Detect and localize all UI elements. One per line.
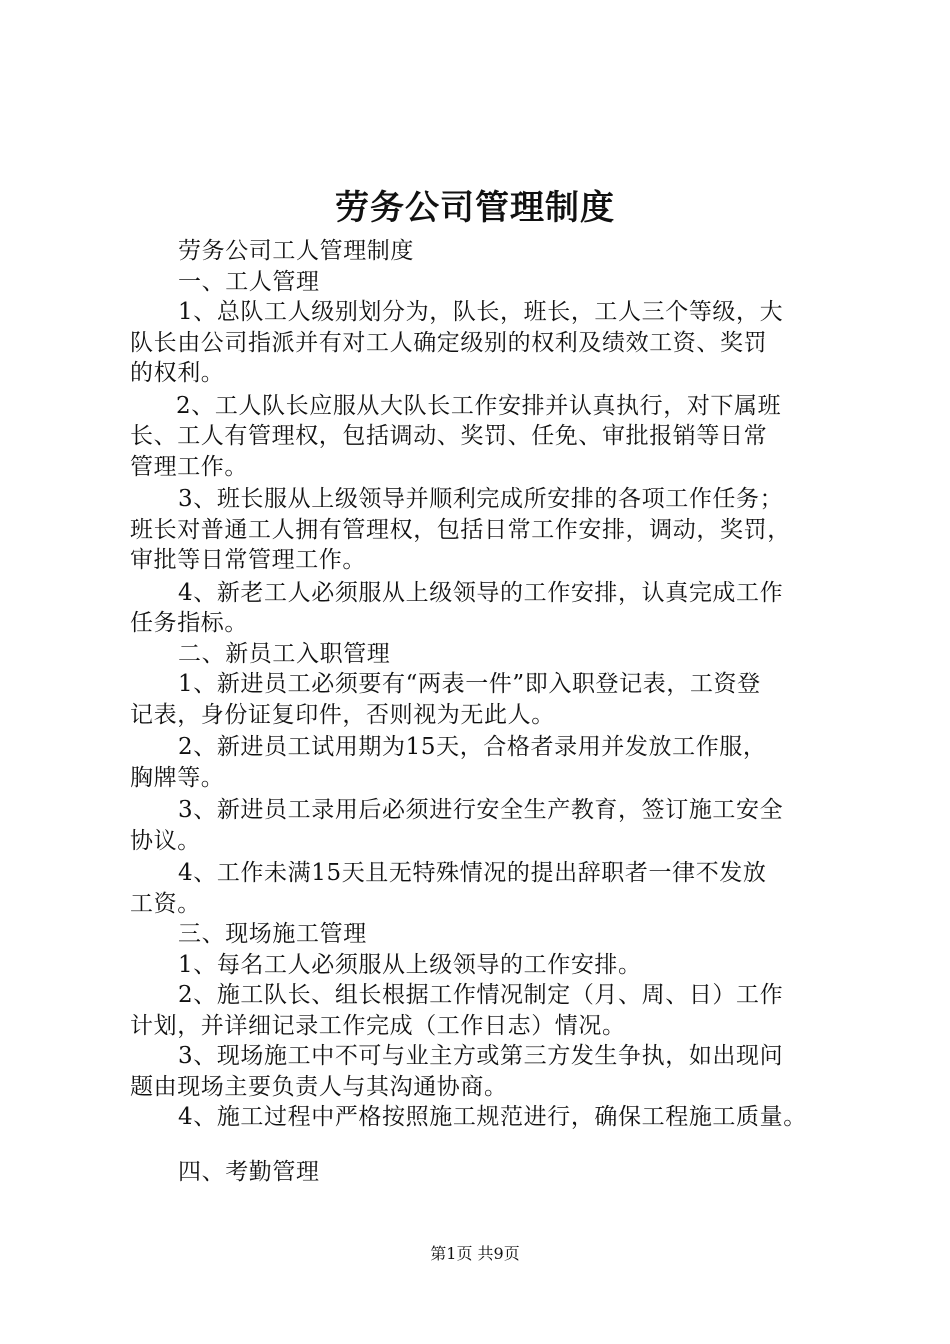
paragraph bbox=[130, 732, 835, 793]
paragraph-line: 队长由公司指派并有对工人确定级别的权利及绩效工资、奖罚 bbox=[130, 329, 768, 356]
paragraph bbox=[130, 578, 835, 639]
paragraph-line: 4、新老工人必须服从上级领导的工作安排，认真完成工作 bbox=[178, 579, 784, 606]
paragraph bbox=[130, 950, 835, 981]
document-body bbox=[130, 236, 835, 1187]
paragraph-line: 2、新进员工试用期为15天，合格者录用并发放工作服， bbox=[178, 734, 767, 760]
paragraph bbox=[130, 297, 835, 389]
paragraph-line: 3、现场施工中不可与业主方或第三方发生争执，如出现问 bbox=[178, 1043, 784, 1069]
document-subtitle: 劳务公司工人管理制度 bbox=[178, 238, 414, 264]
paragraph-line: 2、施工队长、组长根据工作情况制定（月、周、日）工作 bbox=[178, 982, 784, 1008]
paragraph-line: 记表，身份证复印件，否则视为无此人。 bbox=[130, 701, 555, 728]
paragraph-line: 3、新进员工录用后必须进行安全生产教育，签订施工安全 bbox=[178, 797, 784, 823]
paragraph-line: 1、总队工人级别划分为，队长，班长，工人三个等级，大 bbox=[178, 299, 784, 325]
paragraph-line: 2、工人队长应服从大队长工作安排并认真执行，对下属班 bbox=[176, 392, 782, 419]
paragraph bbox=[130, 484, 835, 576]
section-heading-2: 二、新员工入职管理 bbox=[178, 640, 391, 667]
paragraph bbox=[130, 858, 835, 919]
paragraph-line: 长、工人有管理权，包括调动、奖罚、任免、审批报销等日常 bbox=[130, 423, 768, 449]
paragraph-line: 管理工作。 bbox=[130, 453, 248, 480]
paragraph bbox=[130, 795, 835, 856]
paragraph-line: 审批等日常管理工作。 bbox=[130, 547, 366, 573]
document-title: 劳务公司管理制度 bbox=[335, 188, 615, 228]
paragraph-line: 任务指标。 bbox=[130, 610, 248, 636]
paragraph bbox=[130, 1102, 835, 1133]
paragraph-line: 4、工作未满15天且无特殊情况的提出辞职者一律不发放 bbox=[178, 860, 767, 886]
paragraph-line: 协议。 bbox=[130, 827, 201, 854]
paragraph-line: 题由现场主要负责人与其沟通协商。 bbox=[130, 1073, 508, 1100]
page-number: 第1页 共9页 bbox=[430, 1244, 520, 1263]
paragraph bbox=[130, 391, 835, 483]
paragraph bbox=[130, 980, 835, 1041]
paragraph-line: 3、班长服从上级领导并顺利完成所安排的各项工作任务； bbox=[178, 486, 784, 512]
paragraph-line: 班长对普通工人拥有管理权，包括日常工作安排，调动，奖罚， bbox=[130, 516, 791, 543]
paragraph-line: 胸牌等。 bbox=[130, 764, 225, 791]
paragraph-line: 工资。 bbox=[130, 890, 201, 917]
paragraph bbox=[130, 669, 835, 730]
section-heading-1: 一、工人管理 bbox=[178, 268, 320, 295]
paragraph-line: 1、新进员工必须要有“两表一件”即入职登记表，工资登 bbox=[178, 671, 761, 697]
paragraph-line: 的权利。 bbox=[130, 360, 225, 386]
paragraph bbox=[130, 1041, 835, 1102]
section-heading-4: 四、考勤管理 bbox=[178, 1158, 320, 1185]
paragraph-line: 计划，并详细记录工作完成（工作日志）情况。 bbox=[130, 1012, 626, 1039]
paragraph-line: 4、施工过程中严格按照施工规范进行，确保工程施工质量。 bbox=[178, 1104, 807, 1130]
paragraph-line: 1、每名工人必须服从上级领导的工作安排。 bbox=[178, 951, 642, 978]
section-heading-3: 三、现场施工管理 bbox=[178, 921, 367, 947]
